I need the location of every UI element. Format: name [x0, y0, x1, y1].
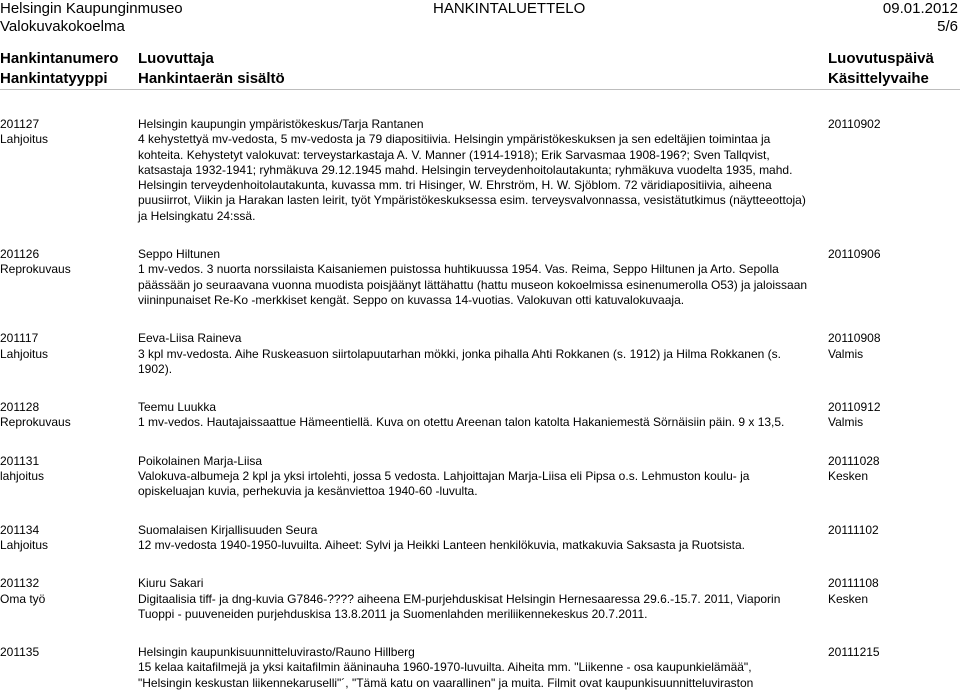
content-line: 1902).	[138, 361, 173, 376]
acquisition-number: 201134	[0, 522, 40, 537]
entry-description-cell	[138, 454, 818, 500]
handover-date: 20111108	[828, 576, 879, 591]
header-org: Helsingin Kaupunginmuseo	[0, 0, 183, 17]
entry-description-cell	[138, 645, 818, 691]
content-line: viininpunaiset Re-Ko -merkkiset kengät. Seppo on kuvassa 14-vuotias. Valokuvan otti katuvalokuvaaja.	[138, 292, 685, 307]
content-line: kohteita. Kehystetyt valokuvat: terveystarkastaja A. V. Manner (1914-1918); Erik Sarvasmaa 1908-196?; Sven Tallqvist,	[138, 147, 770, 162]
entry-id-cell	[0, 454, 130, 485]
content-line: 1 mv-vedos. 3 nuorta norssilaista Kaisaniemen puistossa huhtikuussa 1954. Vas. Reima, Seppo Hiltunen ja Arto. Sepolla	[138, 262, 779, 277]
entry-id-cell	[0, 523, 130, 554]
entry-description-cell	[138, 400, 818, 431]
processing-stage: Kesken	[828, 591, 869, 606]
donor-name: Suomalaisen Kirjallisuuden Seura	[138, 522, 318, 537]
entry-status-cell	[828, 331, 958, 362]
content-line: Helsingin terveydenhoitolautakunta, kuvassa mm. tri Hisinger, W. Ehrström, H. W. Sjöblom. 72 väridiapositiivia, aiheena	[138, 178, 772, 193]
content-line: 1 mv-vedos. Hautajaissaattue Hämeentiellä. Kuva on otettu Areenan talon katolta Hakaniemestä Sörnäisiin päin. 9 x 13,5.	[138, 415, 785, 430]
content-line: 12 mv-vedosta 1940-1950-luvuilta. Aiheet: Sylvi ja Heikki Lanteen henkilökuvia, matkakuvia Saksasta ja Ruotsista.	[138, 537, 745, 552]
content-line: opiskeluajan kuvia, perhekuvia ja kesänviettoa 1940-60 -luvulta.	[138, 484, 478, 499]
acquisition-number: 201135	[0, 645, 40, 660]
column-header-number: Hankintanumero	[0, 50, 119, 67]
handover-date: 20110912	[828, 400, 881, 415]
handover-date: 20111102	[828, 522, 879, 537]
entry-id-cell	[0, 117, 130, 148]
document-title: HANKINTALUETTELO	[433, 0, 586, 17]
entry-status-cell	[828, 523, 958, 538]
donor-name: Kiuru Sakari	[138, 576, 204, 591]
donor-name: Seppo Hiltunen	[138, 247, 221, 262]
content-line: puusiirrot, Viikin ja Harakan lasten leirit, työt Ympäristökeskuksessa esim. terveysvalvonnassa, vesistätutkimus (näytteeottoja)	[138, 193, 806, 208]
content-line: 4 kehystettyä mv-vedosta, 5 mv-vedosta ja 79 diapositiivia. Helsingin ympäristökeskuksen ja sen edeltäjien toimintaa ja	[138, 132, 771, 147]
content-line: Tuoppi - puuveneiden purjehduskisa 13.8.2011 ja Suomenlahden meriliikennekeskus 20.7.2011.	[138, 606, 648, 621]
entry-description-cell	[138, 523, 818, 554]
page-number: 5/6	[937, 18, 958, 35]
acquisition-type: Reprokuvaus	[0, 262, 71, 277]
entry-description-cell	[138, 576, 818, 622]
acquisition-entry	[0, 576, 960, 622]
handover-date: 20110908	[828, 331, 881, 346]
content-line: katsastaja 1932-1941; ryhmäkuva 29.12.1945 mahd. Helsingin terveydenhoitolautakunta; ryhmäkuva vuodelta 1935, mahd.	[138, 162, 793, 177]
acquisition-number: 201131	[0, 453, 40, 468]
content-line: päässään jo seuraavana vuonna muodista poisjäänyt lättähattu (hattu museon kokoelmissa esinenumerolla O53) ja jaloissaan	[138, 277, 808, 292]
column-header-donor: Luovuttaja	[138, 50, 214, 67]
acquisition-number: 201117	[0, 331, 39, 346]
handover-date: 20111028	[828, 453, 880, 468]
content-line: ja Helsingkatu 24:ssä.	[138, 208, 256, 223]
entry-description-cell	[138, 117, 818, 224]
acquisition-entry	[0, 117, 960, 224]
entry-status-cell	[828, 117, 958, 132]
entry-description-cell	[138, 331, 818, 377]
acquisition-entry	[0, 247, 960, 308]
handover-date: 20110906	[828, 247, 881, 262]
column-header-content: Hankintaerän sisältö	[138, 70, 285, 87]
acquisition-number: 201132	[0, 576, 40, 591]
acquisition-entry	[0, 454, 960, 500]
header-collection: Valokuvakokoelma	[0, 18, 125, 35]
entry-status-cell	[828, 576, 958, 607]
acquisition-type: Lahjoitus	[0, 132, 49, 147]
donor-name: Helsingin kaupunkisuunnitteluvirasto/Rauno Hillberg	[138, 645, 415, 660]
entry-id-cell	[0, 645, 130, 660]
donor-name: Helsingin kaupungin ympäristökeskus/Tarja Rantanen	[138, 117, 424, 131]
acquisition-number: 201127	[0, 117, 40, 131]
acquisition-number: 201126	[0, 247, 40, 262]
content-line: 15 kelaa kaitafilmejä ja yksi kaitafilmin ääninauha 1960-1970-luvuilta. Aiheita mm. "Liikenne - osa kaupunkielämää",	[138, 660, 752, 675]
processing-stage: Valmis	[828, 415, 864, 430]
entry-status-cell	[828, 400, 958, 431]
entry-description-cell	[138, 247, 818, 308]
acquisition-type: Lahjoitus	[0, 537, 49, 552]
acquisition-type: Oma työ	[0, 591, 46, 606]
processing-stage: Valmis	[828, 346, 864, 361]
entry-id-cell	[0, 331, 130, 362]
content-line: Valokuva-albumeja 2 kpl ja yksi irtolehti, jossa 5 vedosta. Lahjoittajan Marja-Liisa eli Pipsa o.s. Lehmuston koulu- ja	[138, 469, 750, 484]
acquisition-type: lahjoitus	[0, 469, 45, 484]
acquisition-entry	[0, 331, 960, 377]
donor-name: Poikolainen Marja-Liisa	[138, 453, 263, 468]
entry-id-cell	[0, 576, 130, 607]
entry-id-cell	[0, 247, 130, 278]
content-line: "Helsingin keskustan liikennekaruselli"´, "Tämä katu on vaarallinen" ja muita. Filmit ovat kaupunkisuunnitteluviraston	[138, 675, 754, 690]
acquisition-entry	[0, 645, 960, 691]
acquisition-number: 201128	[0, 400, 40, 415]
acquisition-entry	[0, 400, 960, 431]
entry-status-cell	[828, 247, 958, 262]
content-line: 3 kpl mv-vedosta. Aihe Ruskeasuon siirtolapuutarhan mökki, jonka pihalla Ahti Rokkanen (s. 1912) ja Hilma Rokkanen (s.	[138, 346, 781, 361]
donor-name: Eeva-Liisa Raineva	[138, 331, 242, 346]
handover-date: 20110902	[828, 117, 881, 131]
column-header-date: Luovutuspäivä	[828, 50, 934, 67]
entry-id-cell	[0, 400, 130, 431]
acquisition-list	[0, 117, 960, 691]
processing-stage: Kesken	[828, 469, 869, 484]
entry-status-cell	[828, 454, 958, 485]
header-divider	[0, 89, 960, 90]
header-date: 09.01.2012	[882, 0, 958, 17]
donor-name: Teemu Luukka	[138, 400, 217, 415]
content-line: Digitaalisia tiff- ja dng-kuvia G7846-???? aiheena EM-purjehduskisat Helsingin Hernesaaressa 29.6.-15.7. 2011, Viaporin	[138, 591, 781, 606]
acquisition-type: Lahjoitus	[0, 346, 49, 361]
column-header-type: Hankintatyyppi	[0, 70, 108, 87]
acquisition-type: Reprokuvaus	[0, 415, 71, 430]
entry-status-cell	[828, 645, 958, 660]
column-header-stage: Käsittelyvaihe	[828, 70, 929, 87]
acquisition-entry	[0, 523, 960, 554]
handover-date: 20111215	[828, 645, 880, 660]
